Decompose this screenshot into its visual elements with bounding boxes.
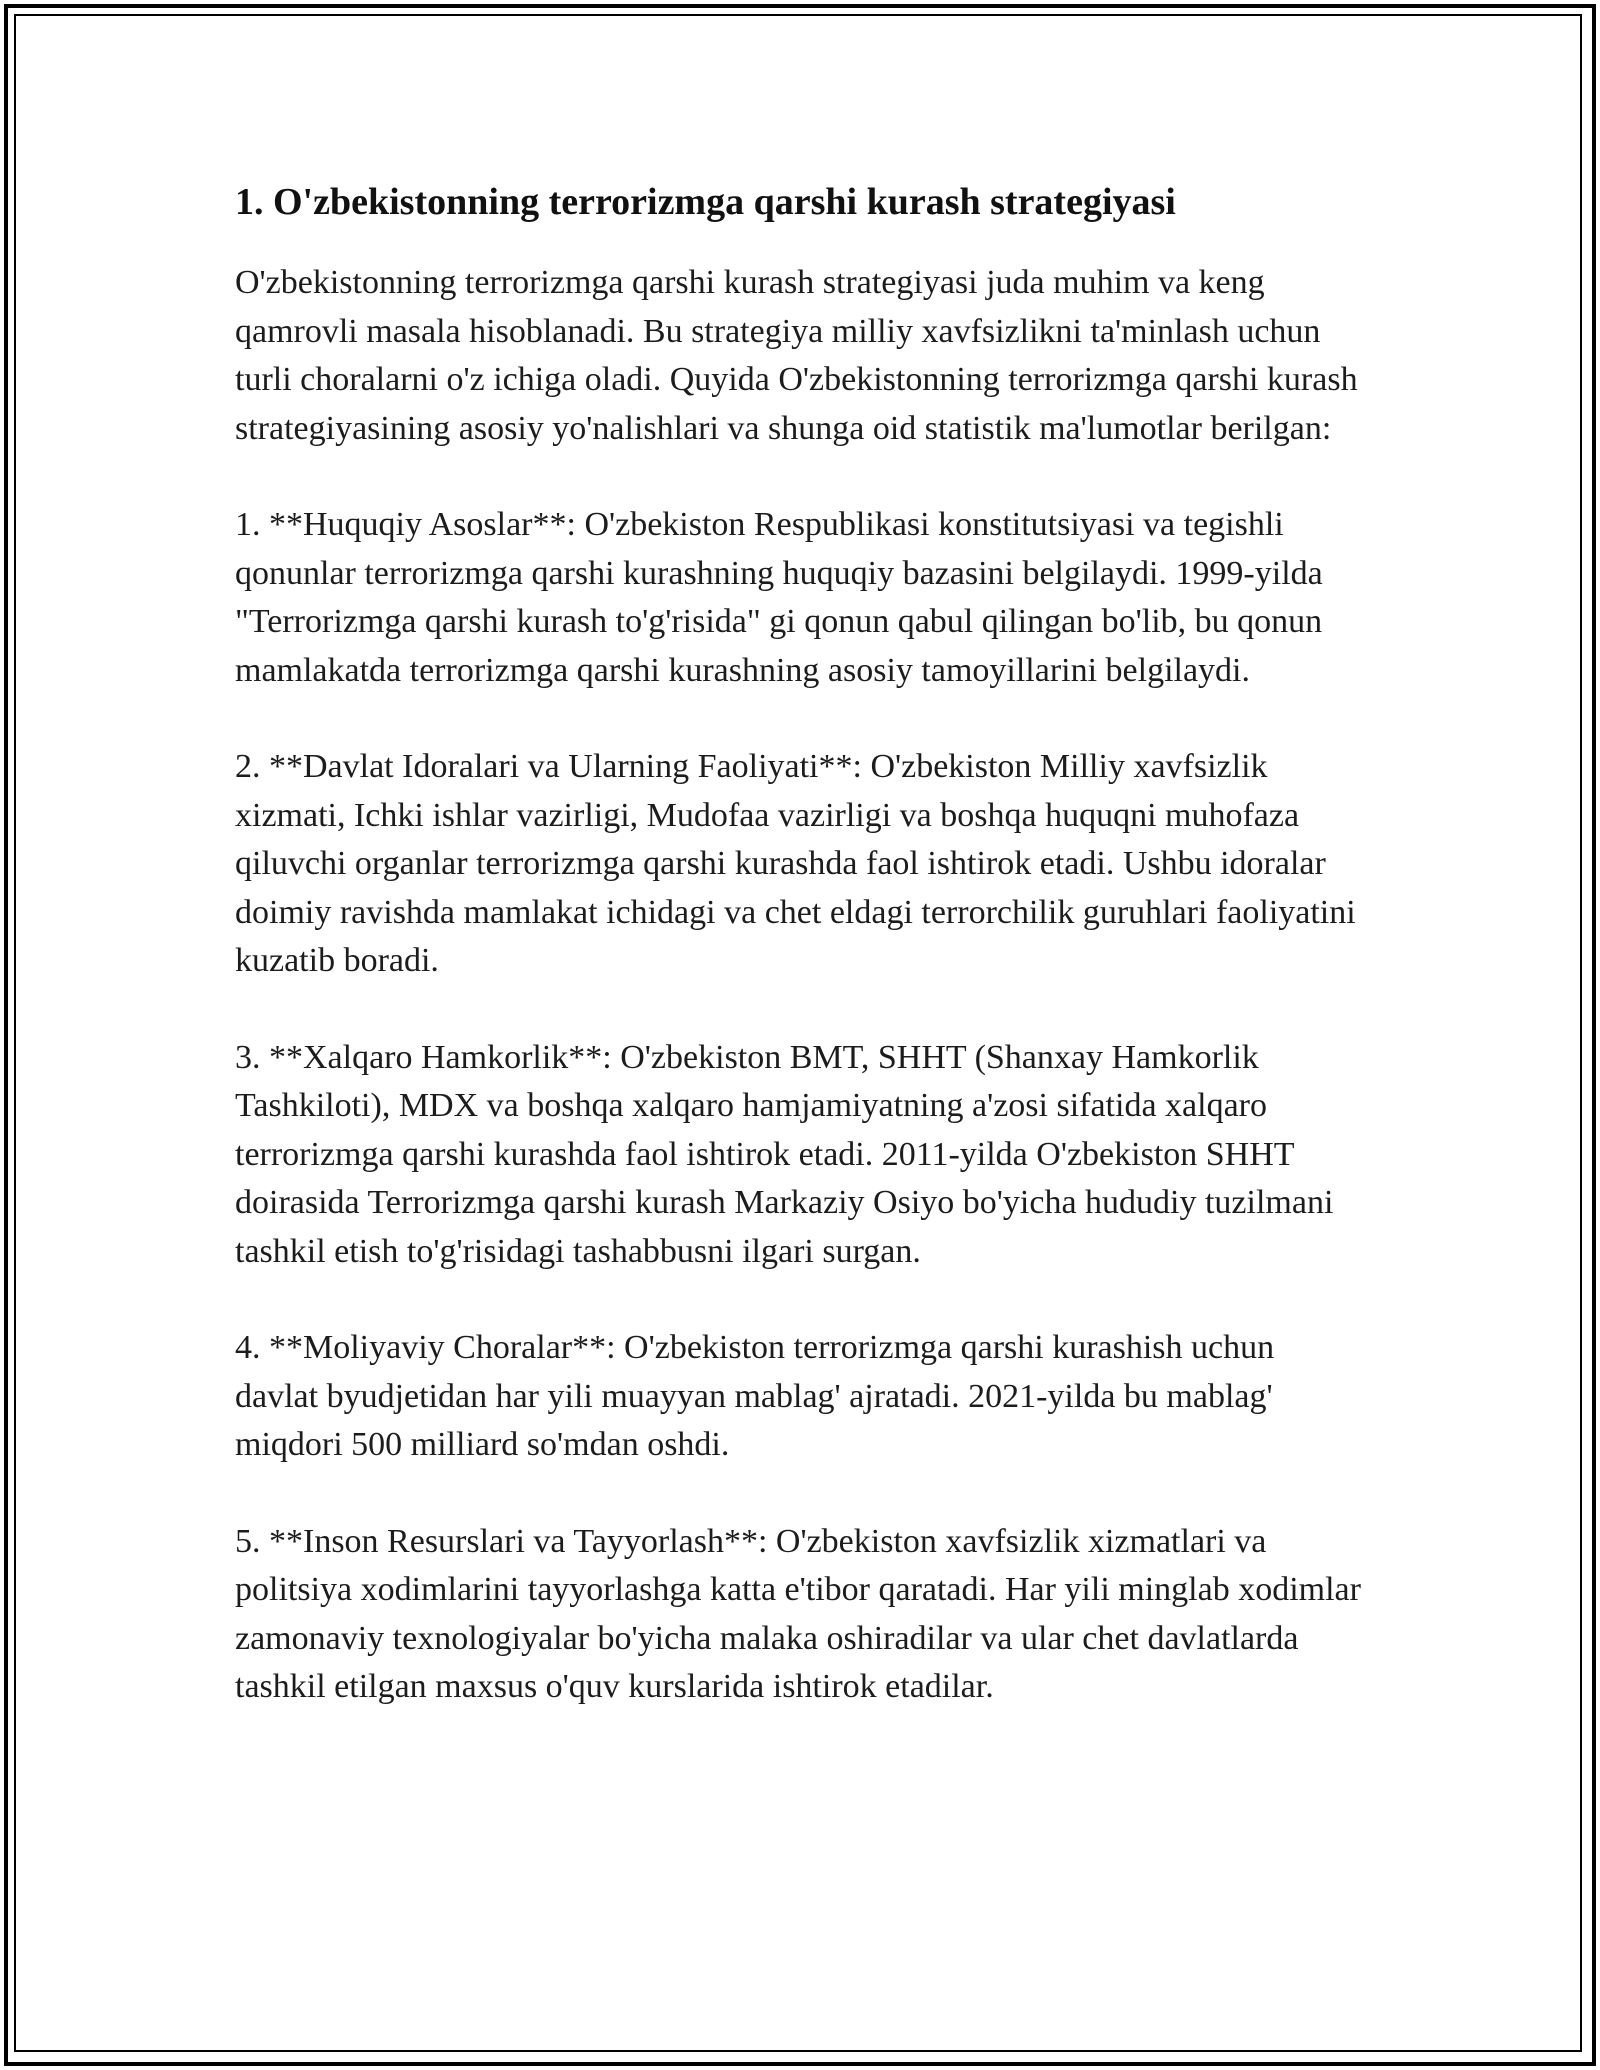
list-item-davlat-idoralari: 2. **Davlat Idoralari va Ularning Faoliyati**: O'zbekiston Milliy xavfsizlik xizmati, Ichki ishlar vazirligi, Mudofaa vazirligi va boshqa huquqni muhofaza qiluvchi organlar terrorizmga qarshi kurashda faol ishtirok etadi. Ushbu idoralar doimiy ravishda mamlakat ichidagi va chet eldagi terrorchilik guruhlari faoliyatini kuzatib boradi.: [235, 748, 1356, 980]
list-item-huquqiy-asoslar: 1. **Huquqiy Asoslar**: O'zbekiston Respublikasi konstitutsiyasi va tegishli qonunlar terrorizmga qarshi kurashning huquqiy bazasini belgilaydi. 1999-yilda "Terrorizmga qarshi kurash to'g'risida" gi qonun qabul qilingan bo'lib, bu qonun mamlakatda terrorizmga qarshi kurashning asosiy tamoyillarini belgilaydi.: [235, 506, 1323, 689]
page-title: 1. O'zbekistonning terrorizmga qarshi kurash strategiyasi: [235, 181, 1176, 223]
intro-paragraph: O'zbekistonning terrorizmga qarshi kurash strategiyasi juda muhim va keng qamrovli masala hisoblanadi. Bu strategiya milliy xavfsizlikni ta'minlash uchun turli choralarni o'z ichiga oladi. Quyida O'zbekistonning terrorizmga qarshi kurash strategiyasining asosiy yo'nalishlari va shunga oid statistik ma'lumotlar berilgan:: [235, 264, 1358, 447]
list-item-moliyaviy-choralar: 4. **Moliyaviy Choralar**: O'zbekiston terrorizmga qarshi kurashish uchun davlat byudjetidan har yili muayyan mablag' ajratadi. 2021-yilda bu mablag' miqdori 500 milliard so'mdan oshdi.: [235, 1329, 1275, 1464]
document-body: [235, 178, 1365, 1760]
list-item-inson-resurslari: 5. **Inson Resurslari va Tayyorlash**: O'zbekiston xavfsizlik xizmatlari va politsiya xodimlarini tayyorlashga katta e'tibor qaratadi. Har yili minglab xodimlar zamonaviy texnologiyalar bo'yicha malaka oshiradilar va ular chet davlatlarda tashkil etilgan maxsus o'quv kurslarida ishtirok etadilar.: [235, 1522, 1361, 1706]
list-item-xalqaro-hamkorlik: 3. **Xalqaro Hamkorlik**: O'zbekiston BMT, SHHT (Shanxay Hamkorlik Tashkiloti), MDX va boshqa xalqaro hamjamiyatning a'zosi sifatida xalqaro terrorizmga qarshi kurashda faol ishtirok etadi. 2011-yilda O'zbekiston SHHT doirasida Terrorizmga qarshi kurash Markaziy Osiyo bo'yicha hududiy tuzilmani tashkil etish to'g'risidagi tashabbusni ilgari surgan.: [235, 1038, 1334, 1270]
